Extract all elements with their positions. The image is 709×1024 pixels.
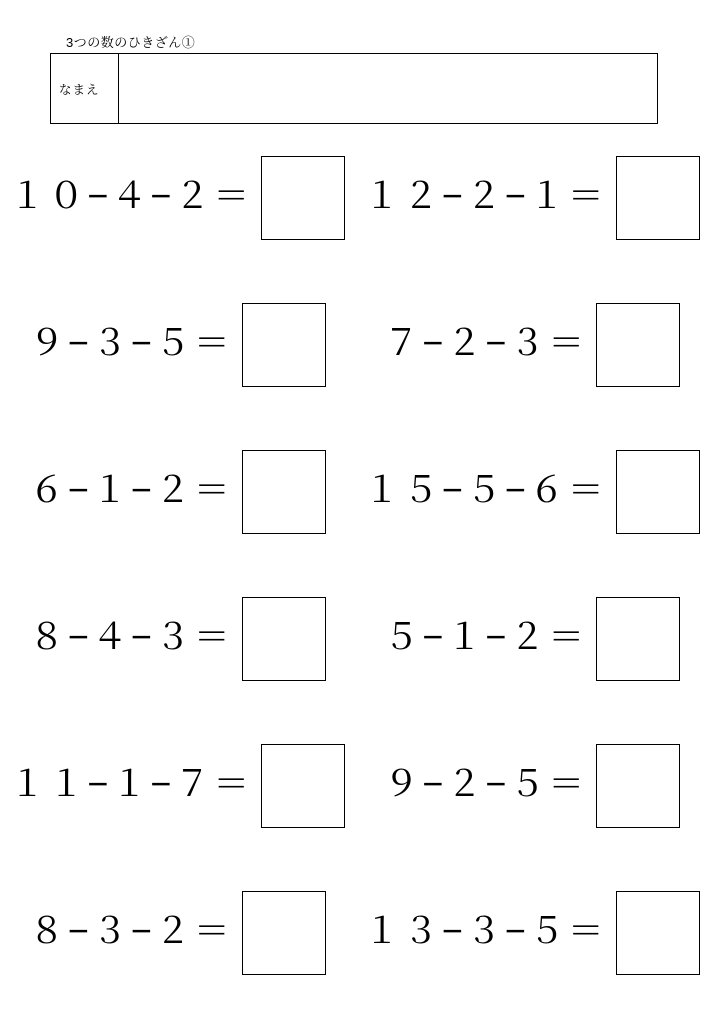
problem-expression: １５−５−６＝	[363, 468, 607, 510]
answer-box[interactable]	[261, 744, 345, 828]
name-input[interactable]	[119, 54, 657, 123]
problem-row	[0, 565, 709, 712]
problem-expression: １１−１−７＝	[9, 762, 253, 804]
answer-box[interactable]	[616, 450, 700, 534]
page-title: 3つの数のひきざん①	[66, 35, 196, 50]
answer-box[interactable]	[596, 303, 680, 387]
problem-row	[0, 712, 709, 859]
answer-box[interactable]	[261, 156, 345, 240]
problem-row	[0, 124, 709, 271]
problem-expression: １３−３−５＝	[363, 909, 607, 951]
answer-box[interactable]	[616, 891, 700, 975]
problem-row	[0, 271, 709, 418]
answer-box[interactable]	[242, 891, 326, 975]
answer-box[interactable]	[242, 450, 326, 534]
problem-expression: ５−１−２＝	[383, 615, 588, 657]
name-label: なまえ	[59, 82, 100, 97]
problem-cell-11	[0, 859, 355, 1006]
name-label-cell	[51, 54, 119, 123]
problem-cell-12	[355, 859, 709, 1006]
answer-box[interactable]	[596, 744, 680, 828]
problem-expression: ７−２−３＝	[383, 321, 588, 363]
problem-expression: ９−２−５＝	[383, 762, 588, 804]
problem-grid	[0, 124, 709, 1006]
problem-expression: １０−４−２＝	[9, 174, 253, 216]
problem-expression: ６−１−２＝	[28, 468, 233, 510]
problem-row	[0, 418, 709, 565]
problem-cell-5	[0, 418, 355, 565]
problem-cell-1	[0, 124, 355, 271]
problem-cell-8	[355, 565, 709, 712]
answer-box[interactable]	[242, 597, 326, 681]
problem-expression: ９−３−５＝	[28, 321, 233, 363]
problem-cell-7	[0, 565, 355, 712]
problem-cell-6	[355, 418, 709, 565]
problem-row	[0, 859, 709, 1006]
problem-cell-9	[0, 712, 355, 859]
problem-cell-10	[355, 712, 709, 859]
name-field-box	[50, 53, 658, 124]
answer-box[interactable]	[242, 303, 326, 387]
answer-box[interactable]	[596, 597, 680, 681]
problem-expression: ８−３−２＝	[28, 909, 233, 951]
problem-cell-3	[0, 271, 355, 418]
problem-expression: ８−４−３＝	[28, 615, 233, 657]
problem-cell-2	[355, 124, 709, 271]
problem-expression: １２−２−１＝	[363, 174, 607, 216]
problem-cell-4	[355, 271, 709, 418]
answer-box[interactable]	[616, 156, 700, 240]
